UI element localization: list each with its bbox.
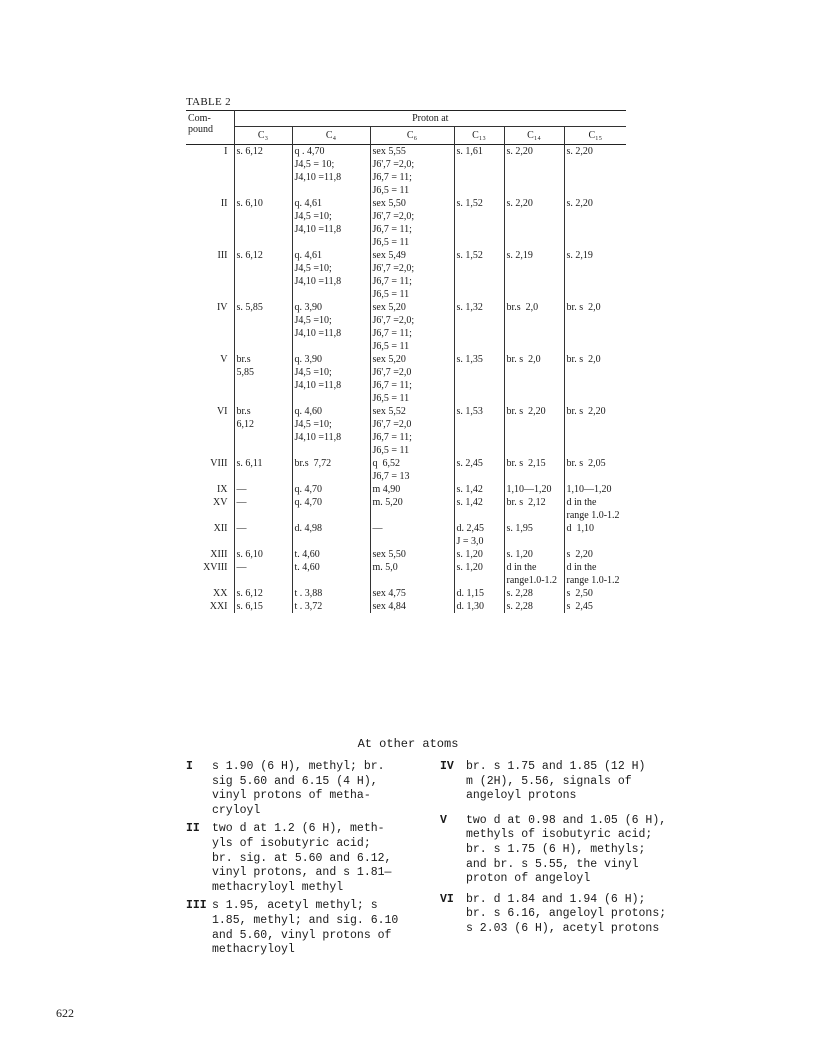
compound-label: XX	[213, 588, 228, 599]
other-atoms-left-column	[186, 760, 426, 960]
compound-label: XIII	[210, 549, 228, 560]
table-cell: 1,10—1,20	[504, 483, 564, 496]
table-cell: br. s 2,12	[504, 496, 564, 522]
table-cell: s 2,45	[564, 600, 626, 613]
table-row	[186, 483, 626, 496]
table-cell: s. 6,12	[234, 145, 292, 198]
note-compound-number: V	[440, 813, 447, 827]
note-text: s 1.95, acetyl methyl; s 1.85, methyl; and sig. 6.10 and 5.60, vinyl protons of methacryloyl	[212, 899, 399, 957]
table-row	[186, 353, 626, 405]
note-text: br. s 1.75 and 1.85 (12 H) m (2H), 5.56, signals of angeloyl protons	[466, 760, 646, 803]
other-atoms-note	[186, 822, 426, 895]
note-compound-number: III	[186, 899, 207, 913]
compound-label: XVIII	[203, 562, 228, 573]
compound-label: XII	[213, 523, 228, 534]
table-cell: sex 5,50 J6',7 =2,0; J6,7 = 11; J6,5 = 11	[370, 197, 454, 249]
table-cell: d. 1,15	[454, 587, 504, 600]
table-cell: s. 1,61	[454, 145, 504, 198]
nmr-table	[186, 110, 626, 613]
compound-label: III	[217, 250, 228, 261]
table-cell: s. 2,45	[454, 457, 504, 483]
table-cell: s. 2,20	[504, 145, 564, 198]
table-cell: s. 2,28	[504, 587, 564, 600]
proton-at-header: Proton at	[234, 111, 626, 127]
compound-label: V	[220, 354, 228, 365]
table-row	[186, 522, 626, 548]
table-cell: s. 2,28	[504, 600, 564, 613]
table-cell: q. 3,90 J4,5 =10; J4,10 =11,8	[292, 301, 370, 353]
table-cell: s. 1,42	[454, 483, 504, 496]
table-cell: s. 1,32	[454, 301, 504, 353]
table-cell: s. 6,10	[234, 197, 292, 249]
table-cell: br. s 2,0	[564, 353, 626, 405]
table-cell: br.s 6,12	[234, 405, 292, 457]
other-atoms-note	[440, 760, 690, 804]
table-cell: s. 2,19	[504, 249, 564, 301]
page-number: 622	[56, 1006, 74, 1020]
table-cell: —	[370, 522, 454, 548]
table-cell: br. s 2,05	[564, 457, 626, 483]
column-header-row	[186, 127, 626, 145]
compound-label: II	[220, 198, 228, 209]
table-cell: t. 4,60	[292, 561, 370, 587]
table-row	[186, 145, 626, 198]
table-row	[186, 457, 626, 483]
table-row	[186, 587, 626, 600]
note-text: two d at 1.2 (6 H), meth- yls of isobutyric acid; br. sig. at 5.60 and 6.12, vinyl protons, and s 1.81— methacryloyl methyl	[212, 822, 392, 894]
table-row	[186, 561, 626, 587]
nmr-table-container	[186, 110, 626, 613]
table-row	[186, 249, 626, 301]
table-cell: m 4,90	[370, 483, 454, 496]
other-atoms-note	[440, 814, 690, 887]
table-cell: q . 4,70 J4,5 = 10; J4,10 =11,8	[292, 145, 370, 198]
note-compound-number: VI	[440, 892, 454, 906]
table-cell: s. 2,20	[564, 145, 626, 198]
table-cell: s 2,20	[564, 548, 626, 561]
column-header: C₆	[370, 127, 454, 145]
table-cell: d in the range 1.0-1.2	[564, 496, 626, 522]
table-title: TABLE 2	[186, 96, 231, 108]
other-atoms-title: At other atoms	[357, 737, 459, 751]
table-cell: q. 4,70	[292, 483, 370, 496]
table-cell: q. 4,70	[292, 496, 370, 522]
table-cell: br.s 5,85	[234, 353, 292, 405]
table-row	[186, 548, 626, 561]
compound-label: IV	[216, 302, 228, 313]
note-compound-number: IV	[440, 760, 454, 773]
compound-label: I	[224, 146, 228, 157]
column-header: C₄	[292, 127, 370, 145]
table-cell: —	[234, 561, 292, 587]
note-text: s 1.90 (6 H), methyl; br. sig 5.60 and 6.15 (4 H), vinyl protons of metha- cryloyl	[212, 760, 385, 817]
table-cell: t . 3,72	[292, 600, 370, 613]
other-atoms-right-column	[440, 760, 690, 939]
table-cell: sex 5,49 J6',7 =2,0; J6,7 = 11; J6,5 = 11	[370, 249, 454, 301]
table-row	[186, 405, 626, 457]
table-row	[186, 496, 626, 522]
table-cell: br. s 2,20	[564, 405, 626, 457]
table-cell: s. 6,12	[234, 249, 292, 301]
table-cell: q. 3,90 J4,5 =10; J4,10 =11,8	[292, 353, 370, 405]
other-atoms-note	[440, 893, 690, 937]
table-cell: br. s 2,0	[504, 353, 564, 405]
table-row	[186, 197, 626, 249]
table-cell: s. 2,20	[564, 197, 626, 249]
table-cell: br.s 2,0	[504, 301, 564, 353]
table-cell: d in the range1.0-1.2	[504, 561, 564, 587]
compound-label: VI	[216, 406, 228, 417]
table-cell: s. 6,11	[234, 457, 292, 483]
table-cell: sex 5,52 J6',7 =2,0 J6,7 = 11; J6,5 = 11	[370, 405, 454, 457]
table-cell: s. 6,15	[234, 600, 292, 613]
table-cell: s. 1,95	[504, 522, 564, 548]
column-header: C₁₃	[454, 127, 504, 145]
table-cell: —	[234, 483, 292, 496]
table-cell: d. 2,45 J = 3,0	[454, 522, 504, 548]
column-header: C₁₄	[504, 127, 564, 145]
table-cell: q. 4,60 J4,5 =10; J4,10 =11,8	[292, 405, 370, 457]
table-cell: q. 4,61 J4,5 =10; J4,10 =11,8	[292, 249, 370, 301]
table-cell: s. 1,35	[454, 353, 504, 405]
note-compound-number: II	[186, 822, 200, 836]
table-cell: sex 5,55 J6',7 =2,0; J6,7 = 11; J6,5 = 11	[370, 145, 454, 198]
table-cell: s. 5,85	[234, 301, 292, 353]
compound-label: XV	[213, 497, 228, 508]
table-cell: s. 1,53	[454, 405, 504, 457]
note-text: br. d 1.84 and 1.94 (6 H); br. s 6.16, angeloyl protons; s 2.03 (6 H), acetyl protons	[466, 892, 667, 935]
table-cell: s. 6,10	[234, 548, 292, 561]
note-compound-number: I	[186, 760, 193, 773]
table-cell: sex 5,50	[370, 548, 454, 561]
table-cell: sex 4,84	[370, 600, 454, 613]
column-header: C₁₅	[564, 127, 626, 145]
table-cell: s. 2,19	[564, 249, 626, 301]
table-cell: br.s 7,72	[292, 457, 370, 483]
compound-label: XXI	[209, 601, 228, 612]
table-cell: t . 3,88	[292, 587, 370, 600]
table-cell: m. 5,0	[370, 561, 454, 587]
other-atoms-note	[186, 899, 426, 957]
column-header: C₃	[234, 127, 292, 145]
compound-header: Com- pound	[188, 113, 213, 135]
compound-label: IX	[216, 484, 228, 495]
table-cell: t. 4,60	[292, 548, 370, 561]
table-cell: m. 5,20	[370, 496, 454, 522]
table-row	[186, 301, 626, 353]
table-cell: s 2,50	[564, 587, 626, 600]
table-cell: sex 5,20 J6',7 =2,0 J6,7 = 11; J6,5 = 11	[370, 353, 454, 405]
table-cell: br. s 2,0	[564, 301, 626, 353]
table-cell: d. 4,98	[292, 522, 370, 548]
table-cell: —	[234, 496, 292, 522]
note-text: two d at 0.98 and 1.05 (6 H), methyls of isobutyric acid; br. s 1.75 (6 H), methyls; and br. s 5.55, the vinyl proton of angeloyl	[466, 813, 667, 886]
table-cell: —	[234, 522, 292, 548]
table-cell: s. 1,20	[504, 548, 564, 561]
table-cell: br. s 2,20	[504, 405, 564, 457]
other-atoms-note	[186, 760, 426, 818]
table-cell: s. 1,42	[454, 496, 504, 522]
table-cell: s. 1,52	[454, 197, 504, 249]
table-cell: s. 1,20	[454, 561, 504, 587]
table-cell: s. 1,20	[454, 548, 504, 561]
table-cell: d. 1,30	[454, 600, 504, 613]
table-cell: d 1,10	[564, 522, 626, 548]
table-cell: sex 5,20 J6',7 =2,0; J6,7 = 11; J6,5 = 11	[370, 301, 454, 353]
table-row	[186, 600, 626, 613]
table-body	[186, 145, 626, 614]
table-cell: br. s 2,15	[504, 457, 564, 483]
table-cell: q. 4,61 J4,5 =10; J4,10 =11,8	[292, 197, 370, 249]
table-cell: d in the range 1.0-1.2	[564, 561, 626, 587]
table-cell: q 6,52 J6,7 = 13	[370, 457, 454, 483]
table-cell: s. 2,20	[504, 197, 564, 249]
table-cell: s. 1,52	[454, 249, 504, 301]
table-cell: sex 4,75	[370, 587, 454, 600]
table-cell: s. 6,12	[234, 587, 292, 600]
table-cell: 1,10—1,20	[564, 483, 626, 496]
compound-label: VIII	[210, 458, 228, 469]
